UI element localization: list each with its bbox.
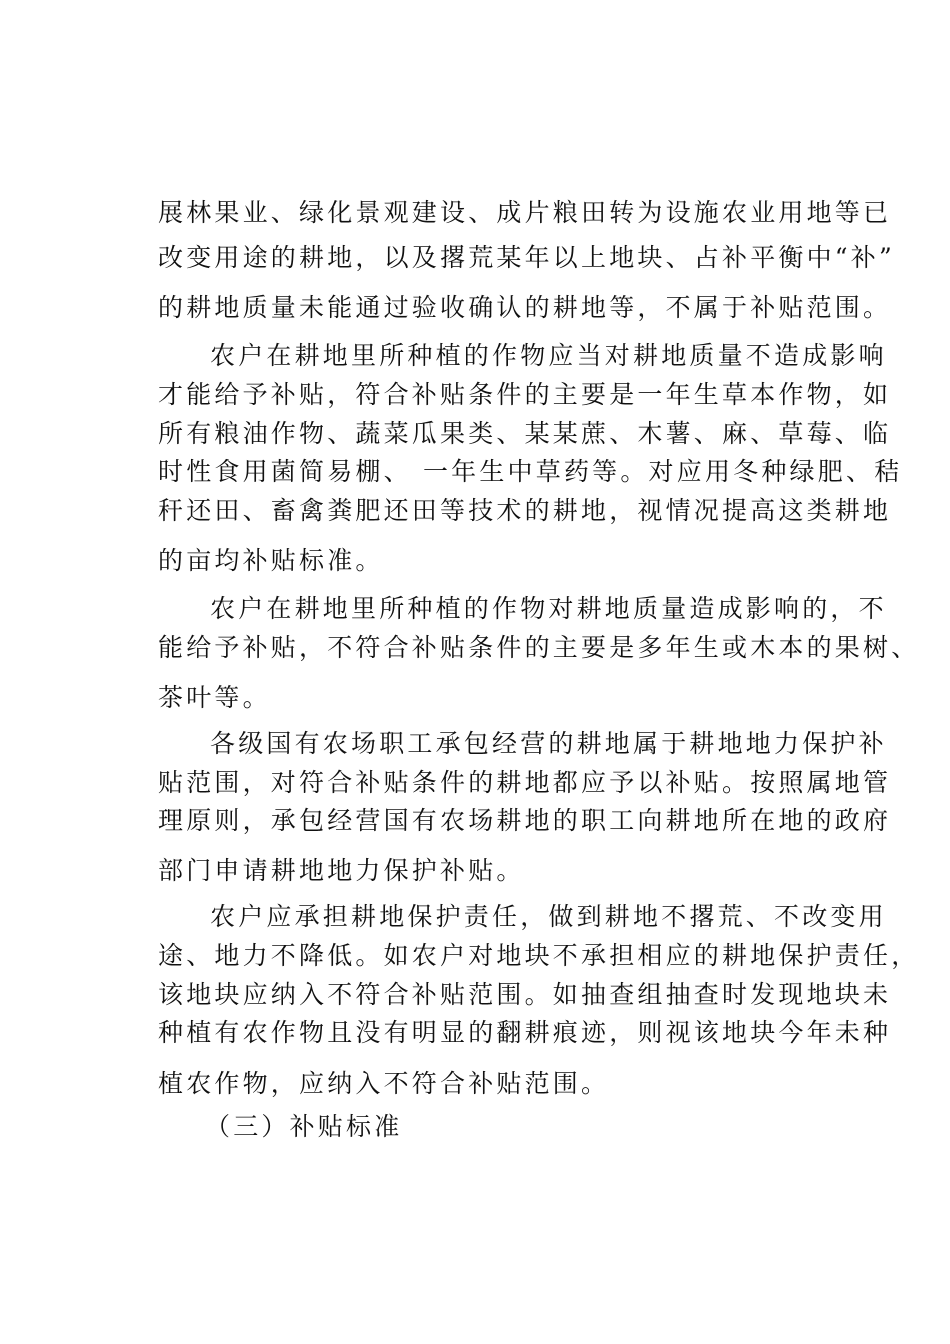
text-line: 途、地力不降低。如农户对地块不承担相应的耕地保护责任， bbox=[158, 941, 920, 970]
text-line: 改变用途的耕地，以及撂荒某年以上地块、占补平衡中“补” bbox=[158, 243, 895, 272]
text-line: 展林果业、绿化景观建设、成片粮田转为设施农业用地等已 bbox=[158, 198, 892, 227]
text-line: 能给予补贴，不符合补贴条件的主要是多年生或木本的果树、 bbox=[158, 633, 920, 662]
text-line: 农户在耕地里所种植的作物对耕地质量造成影响的，不 bbox=[210, 594, 887, 623]
text-line: 的亩均补贴标准。 bbox=[158, 546, 384, 575]
text-line: 种植有农作物且没有明显的翻耕痕迹，则视该地块今年未种 bbox=[158, 1018, 892, 1047]
text-line: 茶叶等。 bbox=[158, 683, 271, 712]
text-line: 农户在耕地里所种植的作物应当对耕地质量不造成影响 bbox=[210, 341, 887, 370]
section-heading: （三）补贴标准 bbox=[205, 1112, 403, 1141]
text-line: 秆还田、畜禽粪肥还田等技术的耕地，视情况提高这类耕地 bbox=[158, 496, 892, 525]
text-line: 植农作物，应纳入不符合补贴范围。 bbox=[158, 1069, 610, 1098]
text-line: 所有粮油作物、蔬菜瓜果类、某某蔗、木薯、麻、草莓、临 bbox=[158, 419, 892, 448]
text-line: 理原则，承包经营国有农场耕地的职工向耕地所在地的政府 bbox=[158, 806, 892, 835]
text-line: 各级国有农场职工承包经营的耕地属于耕地地力保护补 bbox=[210, 729, 887, 758]
text-line: 农户应承担耕地保护责任，做到耕地不撂荒、不改变用 bbox=[210, 902, 887, 931]
text-line: 该地块应纳入不符合补贴范围。如抽查组抽查时发现地块未 bbox=[158, 980, 892, 1009]
text-line: 时性食用菌简易棚、 一年生中草药等。对应用冬种绿肥、秸 bbox=[158, 457, 903, 486]
text-line: 贴范围，对符合补贴条件的耕地都应予以补贴。按照属地管 bbox=[158, 768, 892, 797]
text-line: 的耕地质量未能通过验收确认的耕地等，不属于补贴范围。 bbox=[158, 293, 892, 322]
text-line: 部门申请耕地地力保护补贴。 bbox=[158, 856, 525, 885]
text-line: 才能给予补贴，符合补贴条件的主要是一年生草本作物，如 bbox=[158, 380, 892, 409]
